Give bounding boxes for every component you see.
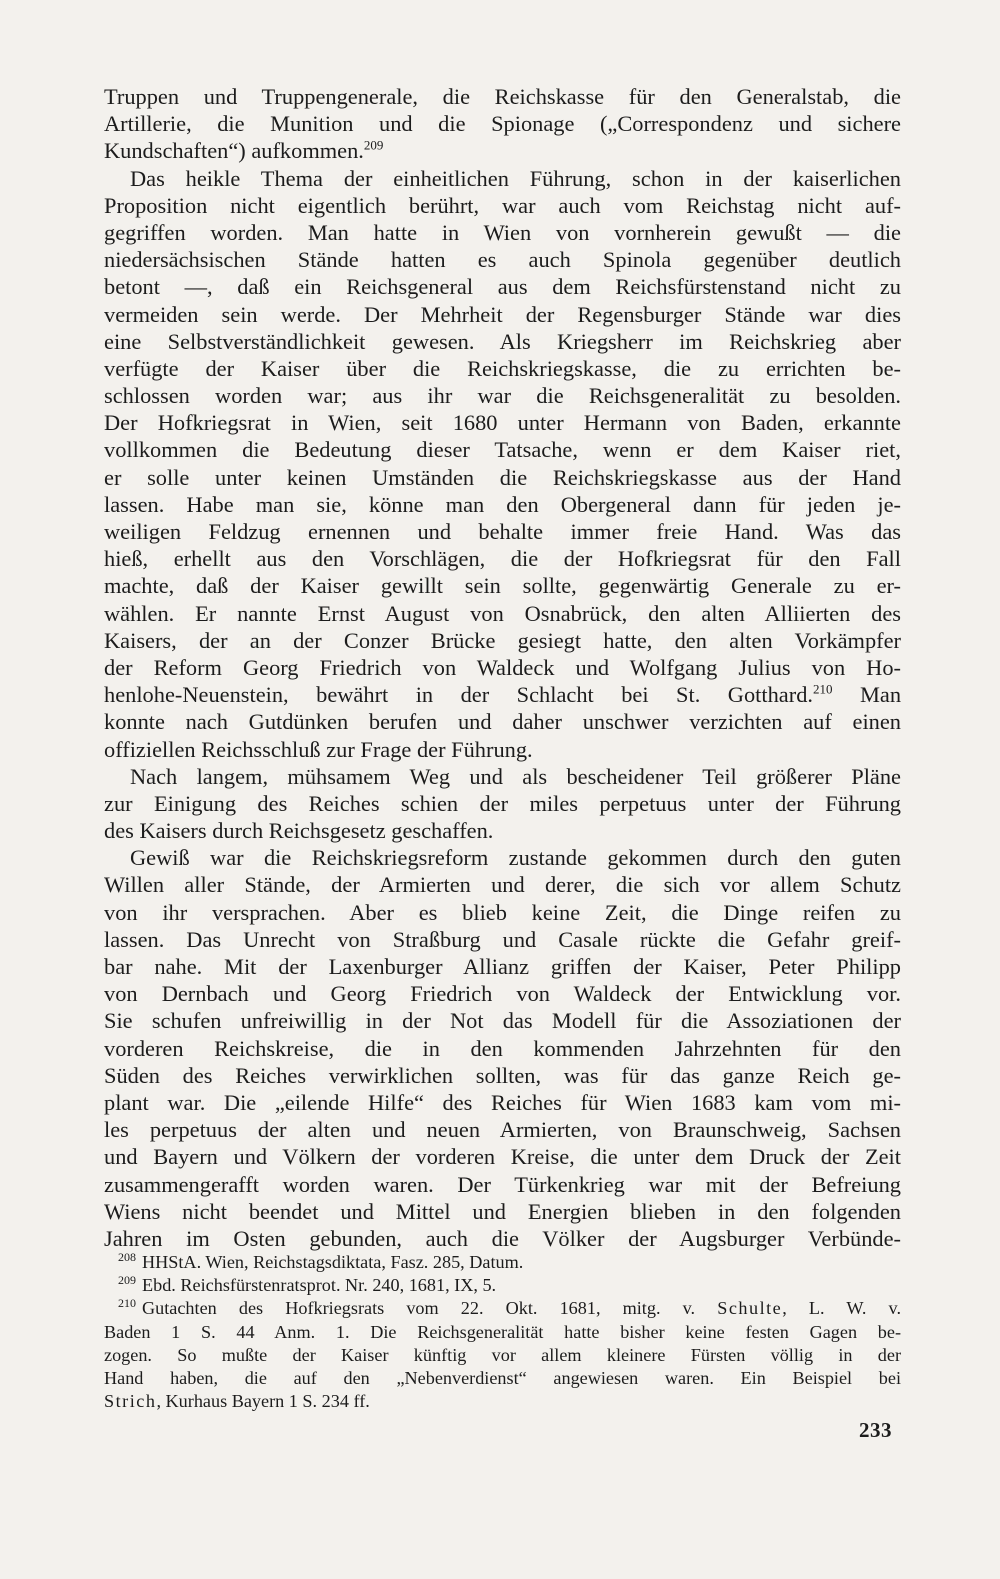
text-line: Süden des Reiches verwirklichen sollten, was für das ganze Reich ge-: [104, 1062, 901, 1088]
text-line: des Kaisers durch Reichsgesetz geschaffen.: [104, 818, 494, 844]
text-line: machte, daß der Kaiser gewillt sein sollte, gegenwärtig Generale zu er-: [104, 573, 901, 599]
footnote-line: Baden 1 S. 44 Anm. 1. Die Reichsgeneralität hatte bisher keine festen Gagen be-: [104, 1321, 901, 1342]
text-line: und Bayern und Völkern der vorderen Kreise, die unter dem Druck der Zeit: [104, 1144, 901, 1170]
footnote-number: 208: [118, 1249, 136, 1264]
author-name: Strich: [104, 1391, 157, 1412]
footnote-line: Hand haben, die auf den „Nebenverdienst“ angewiesen waren. Ein Beispiel bei: [104, 1367, 901, 1388]
text-line: bar nahe. Mit der Laxenburger Allianz griffen der Kaiser, Peter Philipp: [104, 954, 901, 979]
text-line: vorderen Reichskreise, die in den kommenden Jahrzehnten für den: [104, 1035, 901, 1061]
text-line: er solle unter keinen Umständen die Reichskriegskasse aus der Hand: [104, 464, 901, 490]
text-line: von ihr versprachen. Aber es blieb keine Zeit, die Dinge reifen zu: [104, 899, 901, 925]
text-line: henlohe-Neuenstein, bewährt in der Schlacht bei St. Gotthard.$^{210}$ Man: [104, 681, 902, 708]
text-line: Kundschaften“) aufkommen.$^{209}$: [104, 137, 384, 164]
text-line: Das heikle Thema der einheitlichen Führung, schon in der kaiserlichen: [130, 165, 901, 191]
text-line: schlossen worden war; aus ihr war die Reichsgeneralität zu besolden.: [104, 383, 901, 409]
footnote-208: $^{208}$ HHStA. Wien, Reichstagsdiktata, Fasz. 285, Datum.: [118, 1249, 524, 1272]
text-line: offiziellen Reichsschluß zur Frage der Führung.: [104, 736, 533, 762]
footnote-number: 210: [118, 1296, 136, 1311]
footnote-ref-210[interactable]: 210: [813, 681, 833, 697]
text-line: verfügte der Kaiser über die Reichskriegskasse, die zu errichten be-: [104, 355, 901, 381]
footnote-210: $^{210}$ Gutachten des Hofkriegsrats vom 22. Okt. 1681, mitg. v. Schulte, L. W. v.: [118, 1296, 901, 1319]
text-line: Truppen und Truppengenerale, die Reichskasse für den Generalstab, die: [104, 84, 901, 109]
footnote-209: $^{209}$ Ebd. Reichsfürstenratsprot. Nr. 240, 1681, IX, 5.: [118, 1273, 497, 1296]
text-line: Wiens nicht beendet und Mittel und Energien blieben in den folgenden: [104, 1198, 901, 1224]
footnotes: [104, 1251, 901, 1413]
text-line: zur Einigung des Reiches schien der miles perpetuus unter der Führung: [104, 790, 901, 816]
text-line: Artillerie, die Munition und die Spionage („Correspondenz und sichere: [104, 111, 901, 137]
text-line: vollkommen die Bedeutung dieser Tatsache, wenn er dem Kaiser riet,: [104, 437, 901, 463]
text-line: weiligen Feldzug ernennen und behalte immer freie Hand. Was das: [104, 519, 901, 544]
text-line: niedersächsischen Stände hatten es auch Spinola gegenüber deutlich: [104, 247, 901, 273]
text-line: Der Hofkriegsrat in Wien, seit 1680 unter Hermann von Baden, erkannte: [104, 410, 901, 436]
text-line: lassen. Habe man sie, könne man den Obergeneral dann für jeden je-: [104, 491, 901, 517]
footnote-line: zogen. So mußte der Kaiser künftig vor allem kleinere Fürsten völlig in der: [104, 1344, 901, 1365]
text-line: wählen. Er nannte Ernst August von Osnabrück, den alten Alliierten des: [104, 600, 901, 626]
text-line: gegriffen worden. Man hatte in Wien von vornherein gewußt — die: [104, 219, 901, 245]
text-line: les perpetuus der alten und neuen Armierten, von Braunschweig, Sachsen: [104, 1117, 901, 1143]
footnote-line: Strich, Kurhaus Bayern 1 S. 234 ff.: [104, 1391, 370, 1412]
text-line: zusammengerafft worden waren. Der Türkenkrieg war mit der Befreiung: [104, 1171, 901, 1197]
text-line: vermeiden sein werde. Der Mehrheit der Regensburger Stände war dies: [104, 301, 901, 327]
text-line: Nach langem, mühsamem Weg und als bescheidener Teil größerer Pläne: [130, 763, 901, 789]
text-line: plant war. Die „eilende Hilfe“ des Reiches für Wien 1683 kam vom mi-: [104, 1089, 901, 1115]
text-line: Sie schufen unfreiwillig in der Not das Modell für die Assoziationen der: [104, 1008, 901, 1034]
footnote-number: 209: [118, 1273, 136, 1288]
body-paragraphs: [104, 83, 901, 1252]
text-line: Willen aller Stände, der Armierten und derer, die sich vor allem Schutz: [104, 872, 901, 898]
main-text: [104, 83, 901, 1252]
text-line: von Dernbach und Georg Friedrich von Waldeck der Entwicklung vor.: [104, 981, 901, 1007]
text-line: Kaisers, der an der Conzer Brücke gesiegt hatte, den alten Vorkämpfer: [104, 627, 901, 653]
text-line: eine Selbstverständlichkeit gewesen. Als Kriegsherr im Reichskrieg aber: [104, 328, 901, 354]
text-line: Proposition nicht eigentlich berührt, war auch vom Reichstag nicht auf-: [104, 192, 901, 218]
author-name: Schulte: [717, 1298, 783, 1319]
text-line: der Reform Georg Friedrich von Waldeck und Wolfgang Julius von Ho-: [104, 654, 901, 680]
text-line: hieß, erhellt aus den Vorschlägen, die der Hofkriegsrat für den Fall: [104, 546, 901, 572]
page-number: 233: [859, 1418, 892, 1442]
footnote-ref-209[interactable]: 209: [363, 137, 384, 153]
text-line: betont —, daß ein Reichsgeneral aus dem Reichsfürstenstand nicht zu: [104, 274, 901, 300]
text-line: Jahren im Osten gebunden, auch die Völker der Augsburger Verbünde-: [104, 1225, 901, 1251]
text-line: Gewiß war die Reichskriegsreform zustande gekommen durch den guten: [130, 845, 901, 871]
text-line: lassen. Das Unrecht von Straßburg und Casale rückte die Gefahr greif-: [104, 926, 901, 952]
text-line: konnte nach Gutdünken berufen und daher unschwer verzichten auf einen: [104, 709, 901, 735]
